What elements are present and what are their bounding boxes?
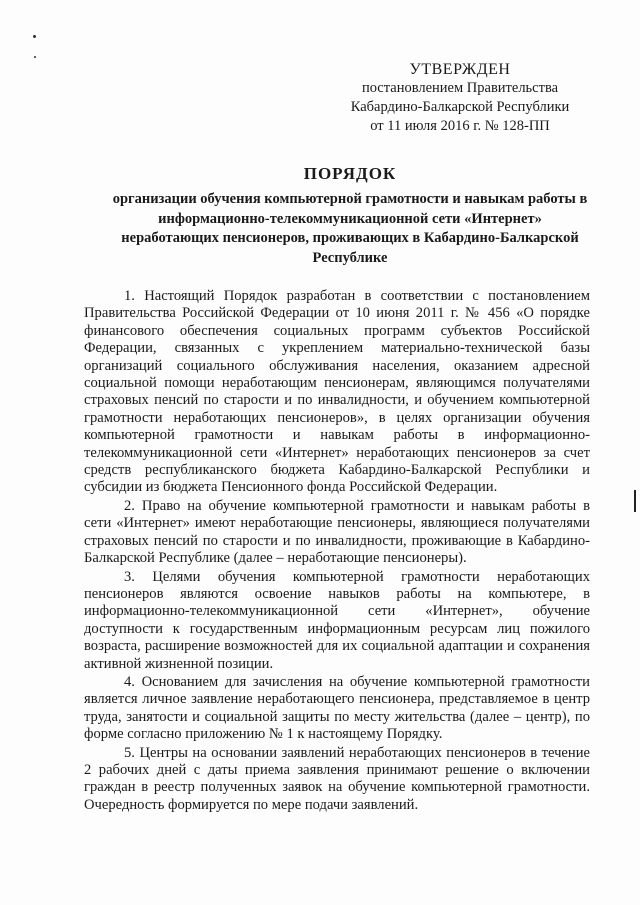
- document-title: ПОРЯДОК: [303, 164, 397, 183]
- scan-speck: [33, 35, 36, 38]
- paragraph: 3. Целями обучения компьютерной грамотности неработающих пенсионеров являются освоение навыков работы на компьютере, в информационно-телекоммуникационной сети «Интернет», обучение доступности к государственным информационным ресурсам лиц пожилого возраста, расширение возможностей для их социальной адаптации и сохранения активной жизненной позиции.: [84, 568, 590, 672]
- approval-stamp: [330, 60, 590, 136]
- approval-line: от 11 июля 2016 г. № 128-ПП: [370, 118, 550, 134]
- paragraph: 2. Право на обучение компьютерной грамотности и навыкам работы в сети «Интернет» имеют неработающие пенсионеры, являющиеся получателями страховых пенсий по старости и по инвалидности, проживающие в Кабардино-Балкарской Республике (далее – неработающие пенсионеры).: [84, 497, 590, 567]
- scan-speck: [34, 56, 36, 58]
- scan-edge-mark: [634, 490, 636, 512]
- approval-line: постановлением Правительства: [361, 80, 559, 96]
- approval-line: Кабардино-Балкарской Республики: [350, 99, 570, 115]
- document-subtitle: организации обучения компьютерной грамотности и навыкам работы в информационно-телекоммуникационной сети «Интернет» неработающих пенсионеров, проживающих в Кабардино-Балкарской Республике: [112, 191, 588, 266]
- paragraph: 4. Основанием для зачисления на обучение компьютерной грамотности является личное заявление неработающего пенсионера, представляемое в центр труда, занятости и социальной защиты по месту жительства (далее – центр), по форме согласно приложению № 1 к настоящему Порядку.: [84, 673, 590, 743]
- paragraph: 5. Центры на основании заявлений неработающих пенсионеров в течение 2 рабочих дней с даты приема заявления принимают решение о включении граждан в реестр полученных заявок на обучение компьютерной грамотности. Очередность формируется по мере подачи заявлений.: [84, 744, 590, 813]
- document-title-block: [110, 164, 590, 268]
- approval-heading: УТВЕРЖДЕН: [409, 61, 511, 78]
- document-body: [84, 288, 590, 815]
- paragraph: 1. Настоящий Порядок разработан в соответствии с постановлением Правительства Российской Федерации от 10 июня 2011 г. № 456 «О порядке финансового обеспечения социальных программ субъектов Российской Федерации, связанных с укреплением материально-технической базы организаций социального обслуживания населения, оказанием адресной социальной помощи неработающим пенсионерам, являющимся получателями страховых пенсий по старости и по инвалидности, и обучением компьютерной грамотности неработающих пенсионеров», в целях организации обучения компьютерной грамотности и навыкам работы в информационно-телекоммуникационной сети «Интернет» неработающих пенсионеров за счет средств республиканского бюджета Кабардино-Балкарской Республики и субсидии из бюджета Пенсионного фонда Российской Федерации.: [84, 288, 590, 496]
